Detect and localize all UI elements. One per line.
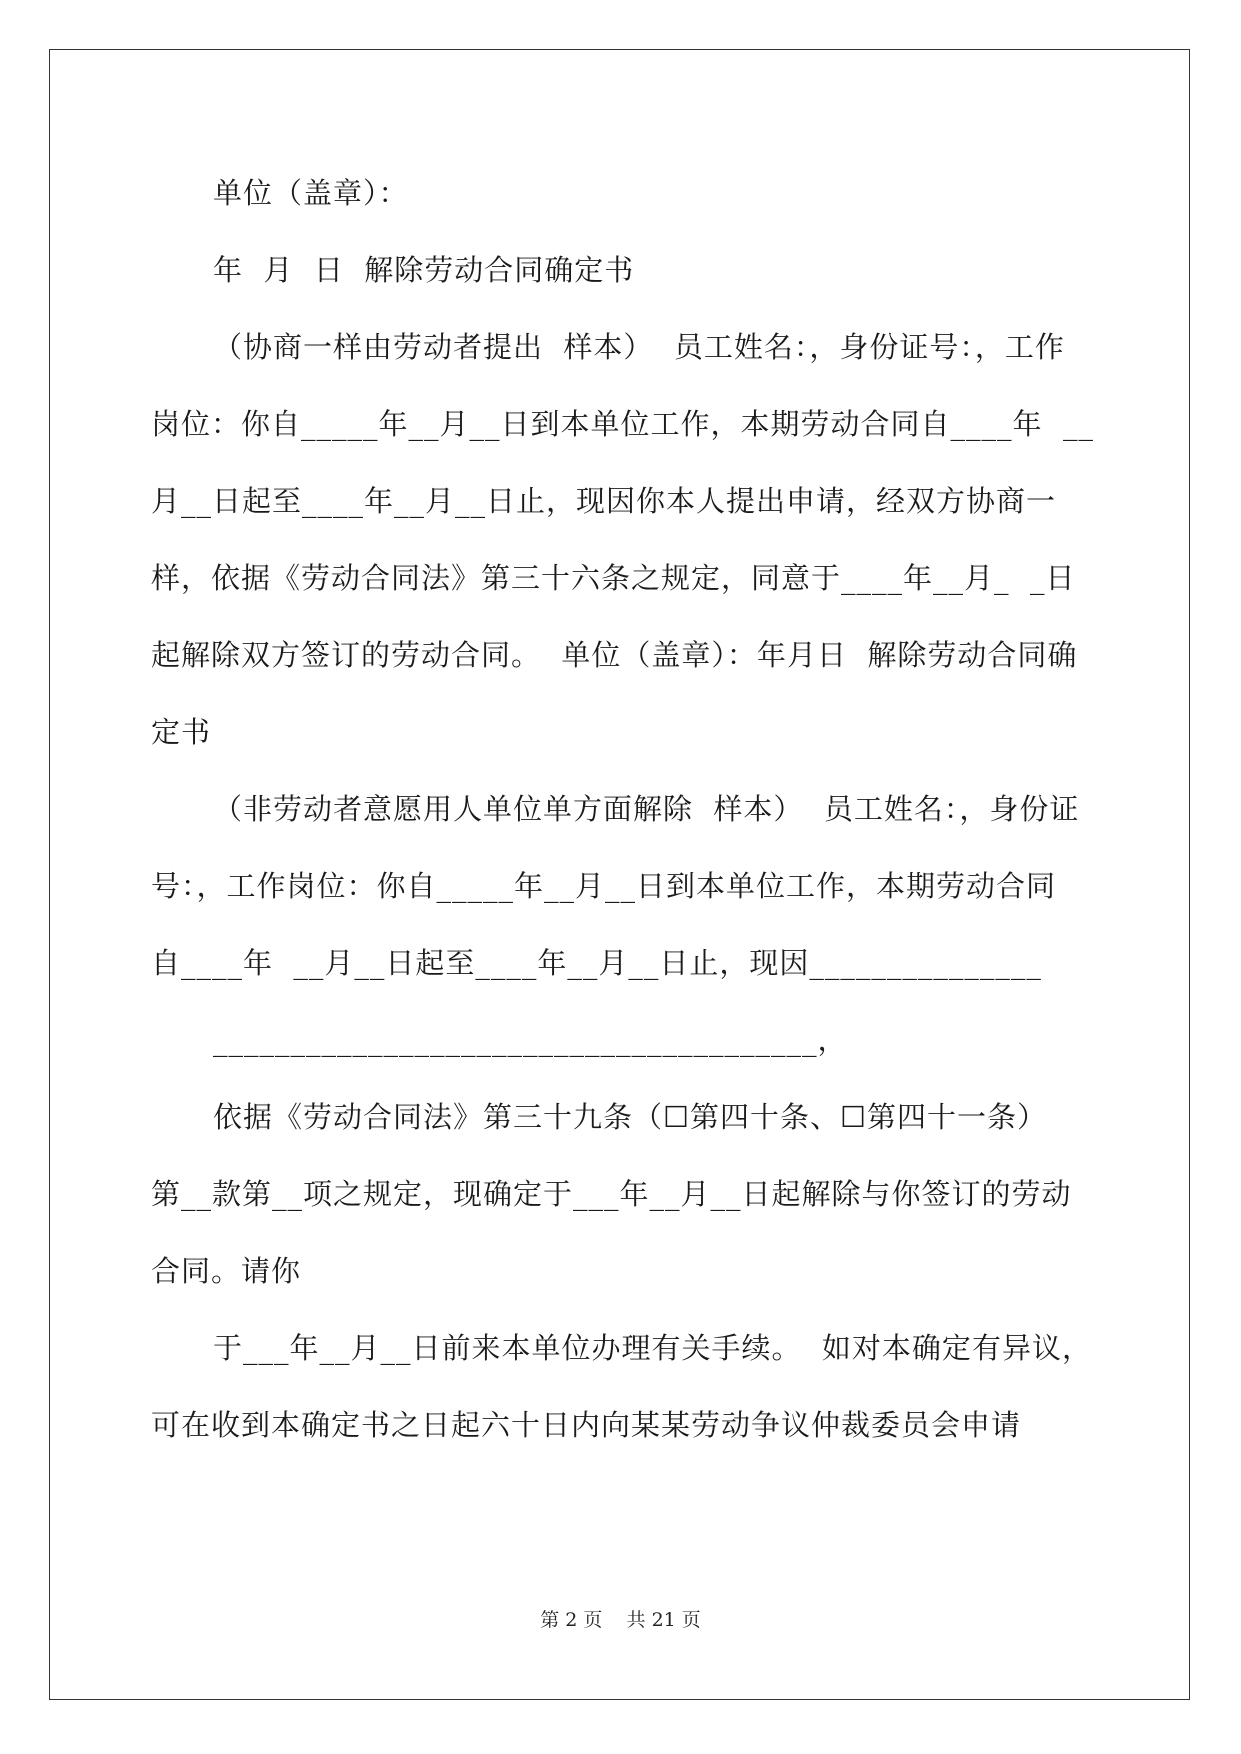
text-line-paragraph-1: 定书 (151, 715, 212, 749)
text-line-paragraph-1: 月__日起至____年__月__日止，现因你本人提出申请，经双方协商一 (151, 484, 1057, 518)
text-line-paragraph-2: 自____年 __月__日起至____年__月__日止，现因_______________ (151, 946, 1042, 980)
text-line-paragraph-4: 可在收到本确定书之日起六十日内向某某劳动争议仲裁委员会申请 (151, 1408, 1022, 1442)
text-line-paragraph-4: 于___年__月__日前来本单位办理有关手续。 如对本确定有异议， (213, 1331, 1092, 1365)
text-line-paragraph-3: 合同。请你 (151, 1254, 302, 1288)
text-line-paragraph-2: 号：，工作岗位：你自_____年__月__日到本单位工作，本期劳动合同 (151, 869, 1057, 903)
text-line-paragraph-1: 起解除双方签订的劳动合同。 单位（盖章）：年月日 解除劳动合同确 (151, 638, 1078, 672)
page-number: 第 2 页 共 21 页 (540, 1609, 701, 1631)
text-line-paragraph-3: 依据《劳动合同法》第三十九条（☐第四十条、☐第四十一条） (213, 1100, 1047, 1134)
text-line-paragraph-1: 样，依据《劳动合同法》第三十六条之规定，同意于____年__月_ _日 (151, 561, 1076, 595)
text-line-date-title: 年 月 日 解除劳动合同确定书 (213, 253, 635, 287)
text-line-unit-seal: 单位（盖章）： (213, 176, 409, 210)
text-line-paragraph-1: （协商一样由劳动者提出 样本） 员工姓名：，身份证号：，工作 (213, 330, 1065, 364)
text-line-paragraph-3: 第__款第__项之规定，现确定于___年__月__日起解除与你签订的劳动 (151, 1177, 1072, 1211)
text-line-paragraph-2: （非劳动者意愿用人单位单方面解除 样本） 员工姓名：，身份证 (213, 792, 1080, 826)
text-line-blank-reason: _______________________________________， (213, 1023, 848, 1057)
text-line-paragraph-1: 岗位：你自_____年__月__日到本单位工作，本期劳动合同自____年 __ (151, 407, 1094, 441)
